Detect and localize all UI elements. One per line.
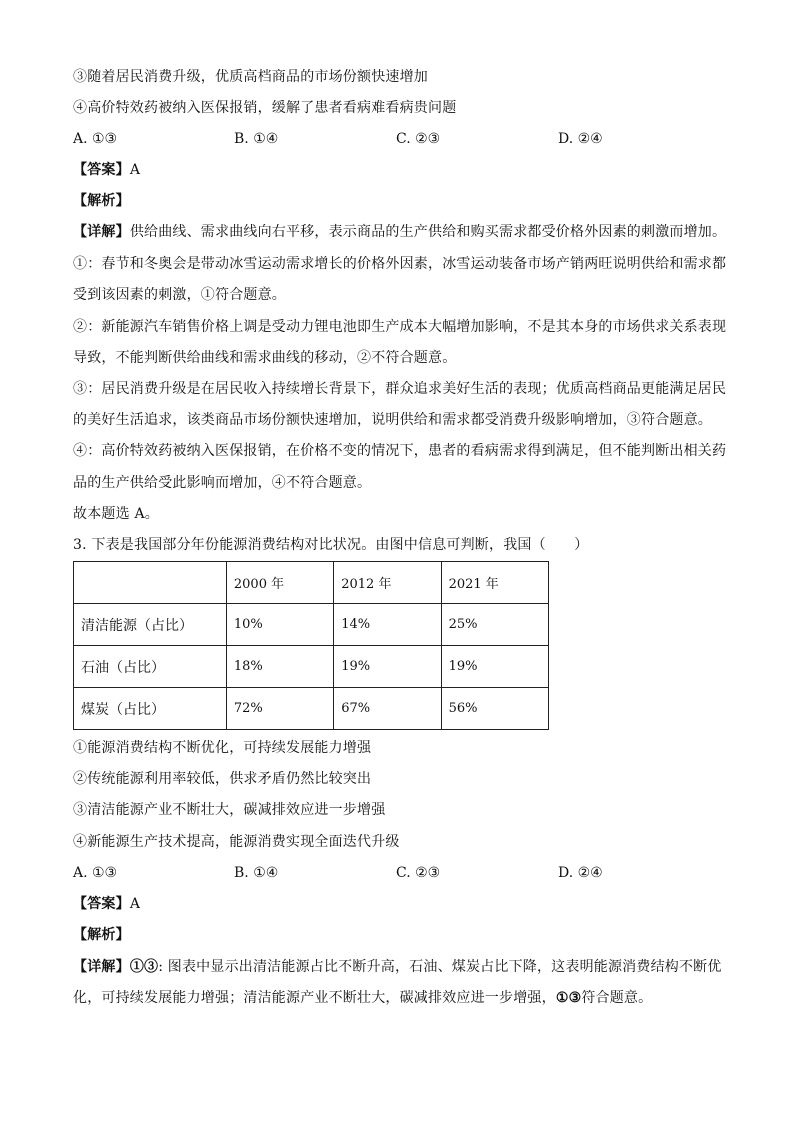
detail-key: ①③ <box>129 959 159 975</box>
q3-statement-4: ④新能源生产技术提高，能源消费实现全面迭代升级 <box>73 834 400 850</box>
energy-table <box>73 561 549 730</box>
statement-4: ④高价特效药被纳入医保报销，缓解了患者看病难看病贵问题 <box>73 100 457 116</box>
choice-d: D. ②④ <box>558 131 603 147</box>
q3-statement-2: ②传统能源利用率较低，供求矛盾仍然比较突出 <box>73 771 372 787</box>
answer-tag: 【答案】 <box>73 896 130 912</box>
table-cell: 72% <box>226 688 333 730</box>
table-header-row <box>74 562 549 604</box>
detail-p2-line2: 导致，不能判断供给曲线和需求曲线的移动，②不符合题意。 <box>73 350 457 366</box>
answer-line <box>73 160 140 180</box>
choices-row <box>73 129 633 149</box>
q3-detail-line1 <box>73 957 722 977</box>
question-3-stem: 3. 下表是我国部分年份能源消费结构对比状况。由图中信息可判断，我国（ ） <box>73 537 589 553</box>
detail-p4-line2: 品的生产供给受此影响而增加，④不符合题意。 <box>73 475 372 491</box>
conclusion: 故本题选 A。 <box>73 506 159 522</box>
table-cell: 石油（占比） <box>74 646 227 688</box>
detail-key: ①③ <box>555 990 582 1006</box>
analysis-tag: 【解析】 <box>73 193 130 209</box>
table-cell: 56% <box>441 688 548 730</box>
detail-text: 化，可持续发展能力增强；清洁能源产业不断壮大，碳减排效应进一步增强， <box>73 990 556 1006</box>
answer-value: A <box>129 896 141 912</box>
table-header-cell: 2012 年 <box>334 562 441 604</box>
detail-p2-line1: ②：新能源汽车销售价格上调是受动力锂电池即生产成本大幅增加影响，不是其本身的市场供求关系表现 <box>73 319 727 335</box>
detail-p3-line1: ③：居民消费升级是在居民收入持续增长背景下，群众追求美好生活的表现；优质高档商品更能满足居民 <box>73 381 727 397</box>
detail-p1-line1: ①：春节和冬奥会是带动冰雪运动需求增长的价格外因素，冰雪运动装备市场产销两旺说明供给和需求都 <box>73 256 727 272</box>
choice-c: C. ②③ <box>396 131 441 147</box>
answer-value: A <box>129 162 141 178</box>
detail-tag: 【详解】 <box>73 959 130 975</box>
table-cell: 14% <box>334 604 441 646</box>
table-cell: 煤炭（占比） <box>74 688 227 730</box>
q3-answer-line <box>73 894 140 914</box>
answer-tag: 【答案】 <box>73 162 130 178</box>
table-cell: 19% <box>334 646 441 688</box>
choice-a: A. ①③ <box>73 131 118 147</box>
detail-text: 符合题意。 <box>581 990 653 1006</box>
table-cell: 清洁能源（占比） <box>74 604 227 646</box>
choice-a: A. ①③ <box>73 865 118 881</box>
q3-statement-1: ①能源消费结构不断优化，可持续发展能力增强 <box>73 740 372 756</box>
q3-choices-row <box>73 863 633 883</box>
table-cell: 25% <box>441 604 548 646</box>
detail-p4-line1: ④：高价特效药被纳入医保报销，在价格不变的情况下，患者的看病需求得到满足，但不能判断出相关药 <box>73 443 727 459</box>
table-row <box>74 688 549 730</box>
choice-b: B. ①④ <box>234 131 279 147</box>
q3-detail-line2 <box>73 988 652 1008</box>
table-cell: 18% <box>226 646 333 688</box>
q3-analysis-tag: 【解析】 <box>73 927 130 943</box>
table-row <box>74 604 549 646</box>
table-cell: 10% <box>226 604 333 646</box>
statement-3: ③随着居民消费升级，优质高档商品的市场份额快速增加 <box>73 69 428 85</box>
choice-b: B. ①④ <box>234 865 279 881</box>
detail-intro-text: 供给曲线、需求曲线向右平移，表示商品的生产供给和购买需求都受价格外因素的刺激而增加。 <box>129 224 727 240</box>
detail-p3-line2: 的美好生活追求，该类商品市场份额快速增加，说明供给和需求都受消费升级影响增加，③符合题意。 <box>73 412 712 428</box>
table-cell: 19% <box>441 646 548 688</box>
detail-p1-line2: 受到该因素的刺激，①符合题意。 <box>73 287 286 303</box>
table-header-cell <box>74 562 227 604</box>
table-cell: 67% <box>334 688 441 730</box>
table-row <box>74 646 549 688</box>
detail-intro <box>73 222 726 242</box>
detail-tag: 【详解】 <box>73 224 130 240</box>
choice-d: D. ②④ <box>558 865 603 881</box>
choice-c: C. ②③ <box>396 865 441 881</box>
table-header-cell: 2021 年 <box>441 562 548 604</box>
table-header-cell: 2000 年 <box>226 562 333 604</box>
q3-statement-3: ③清洁能源产业不断壮大，碳减排效应进一步增强 <box>73 802 386 818</box>
detail-text: : 图表中显示出清洁能源占比不断升高，石油、煤炭占比下降，这表明能源消费结构不断优 <box>158 959 722 975</box>
